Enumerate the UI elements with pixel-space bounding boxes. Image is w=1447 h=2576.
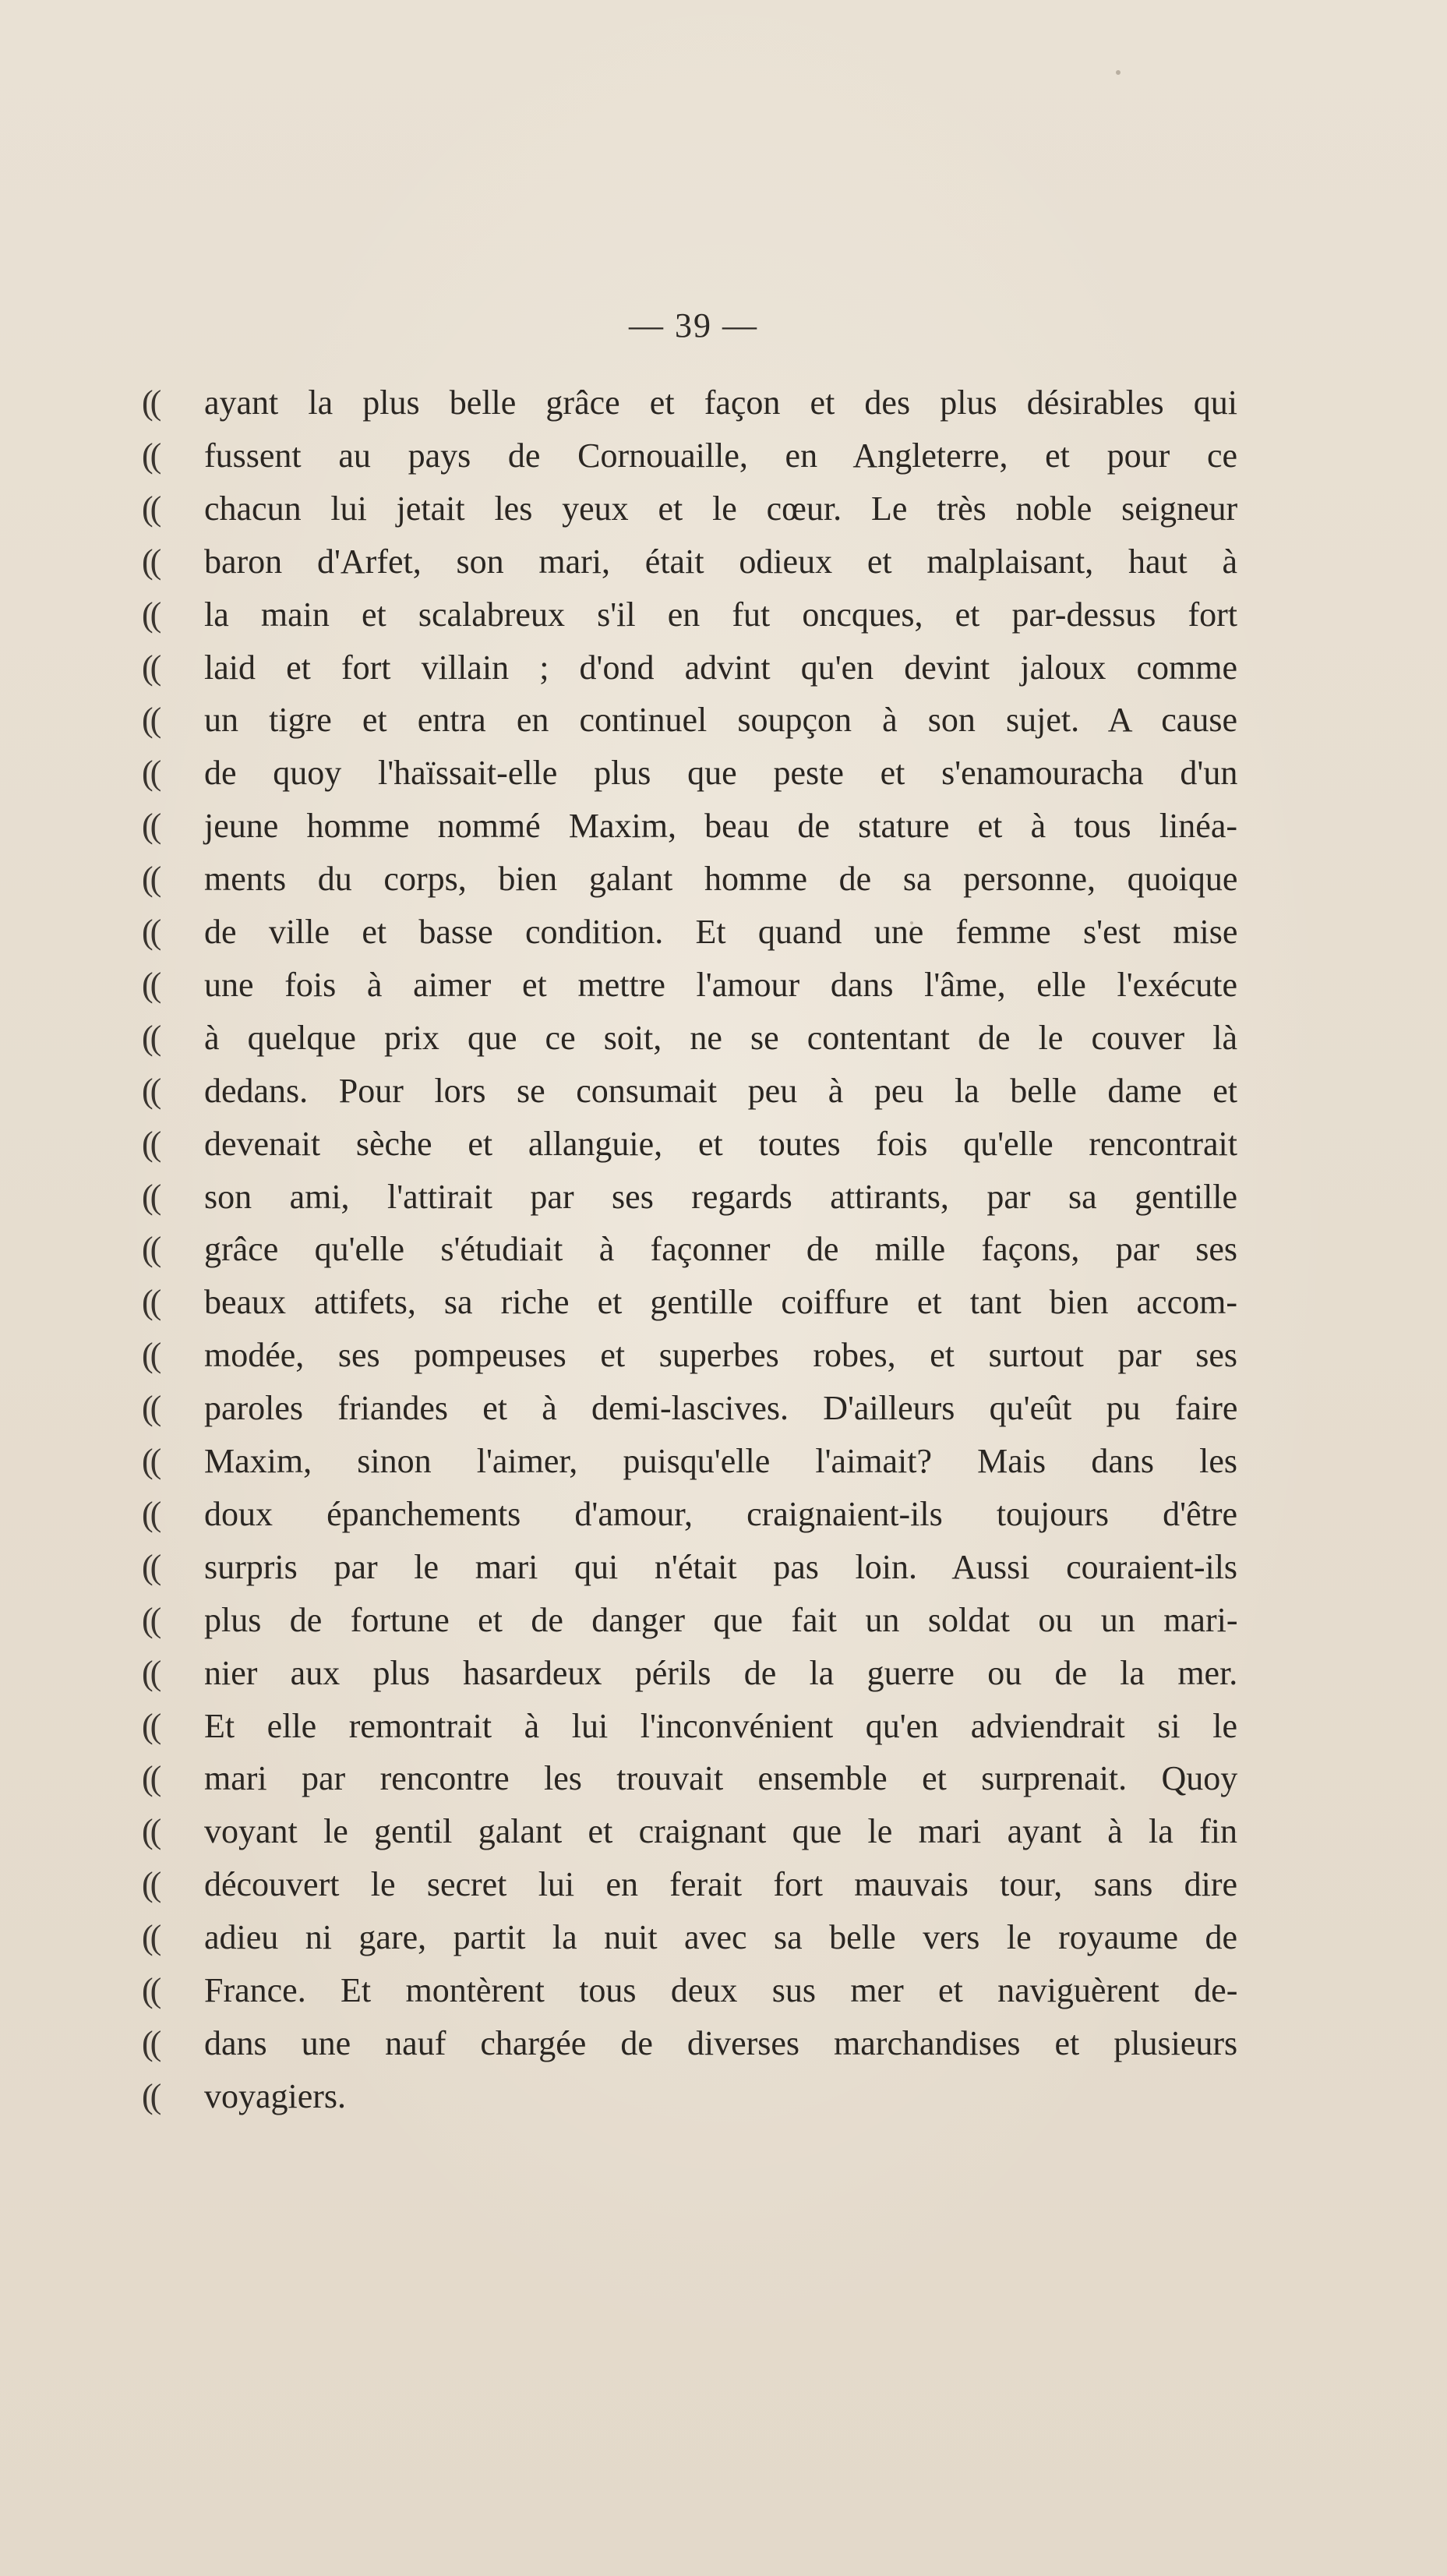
text-line	[0, 592, 1447, 645]
quote-mark: ((	[142, 1812, 159, 1850]
quote-mark: ((	[142, 1601, 159, 1639]
quote-mark: ((	[142, 1971, 159, 2009]
text-line	[0, 856, 1447, 909]
quote-mark: ((	[142, 436, 159, 475]
quote-mark: ((	[142, 1548, 159, 1586]
line-text: fussent au pays de Cornouaille, en Angleterre, et pour ce	[204, 436, 1237, 475]
text-line	[0, 433, 1447, 486]
text-line	[0, 962, 1447, 1015]
line-text: découvert le secret lui en ferait fort mauvais tour, sans dire	[204, 1865, 1238, 1903]
text-line	[0, 697, 1447, 750]
line-text: son ami, l'attirait par ses regards attirants, par sa gentille	[204, 1178, 1238, 1216]
quote-mark: ((	[142, 1178, 159, 1216]
quote-mark: ((	[142, 595, 159, 634]
line-text: surpris par le mari qui n'était pas loin. Aussi couraient-ils	[204, 1548, 1238, 1586]
quote-mark: ((	[142, 383, 159, 422]
quote-mark: ((	[142, 1654, 159, 1692]
quote-mark: ((	[142, 1865, 159, 1903]
quote-mark: ((	[142, 807, 159, 845]
line-text: ments du corps, bien galant homme de sa personne, quoique	[204, 860, 1238, 898]
line-text: baron d'Arfet, son mari, était odieux et malplaisant, haut à	[204, 542, 1238, 581]
quote-mark: ((	[142, 1336, 159, 1374]
text-line	[0, 1755, 1447, 1808]
quote-mark: ((	[142, 860, 159, 898]
text-line	[0, 1279, 1447, 1332]
text-line	[0, 1438, 1447, 1491]
quote-mark: ((	[142, 542, 159, 581]
quote-mark: ((	[142, 754, 159, 792]
quote-mark: ((	[142, 2077, 159, 2115]
text-line	[0, 380, 1447, 433]
line-text: grâce qu'elle s'étudiait à façonner de mille façons, par ses	[204, 1230, 1237, 1268]
quote-mark: ((	[142, 966, 159, 1004]
line-text: de ville et basse condition. Et quand une femme s'est mise	[204, 913, 1238, 951]
text-line	[0, 1703, 1447, 1756]
text-line	[0, 645, 1447, 698]
line-text: une fois à aimer et mettre l'amour dans l'âme, elle l'exécute	[204, 966, 1238, 1004]
paper-speck	[1116, 70, 1121, 75]
text-line	[0, 1597, 1447, 1650]
quote-mark: ((	[142, 1125, 159, 1163]
text-line	[0, 1914, 1447, 1967]
line-text: de quoy l'haïssait-elle plus que peste et s'enamouracha d'un	[204, 754, 1238, 792]
text-line	[0, 486, 1447, 539]
text-line	[0, 1650, 1447, 1703]
page-number: — 39 —	[629, 306, 758, 345]
line-text: la main et scalabreux s'il en fut oncques, et par-dessus fort	[204, 595, 1237, 634]
quote-mark: ((	[142, 1283, 159, 1321]
line-text: devenait sèche et allanguie, et toutes fois qu'elle rencontrait	[204, 1125, 1237, 1163]
line-text: un tigre et entra en continuel soupçon à son sujet. A cause	[204, 701, 1237, 739]
text-line	[0, 1808, 1447, 1861]
line-text: paroles friandes et à demi-lascives. D'ailleurs qu'eût pu faire	[204, 1389, 1238, 1427]
line-text: plus de fortune et de danger que fait un soldat ou un mari-	[204, 1601, 1238, 1639]
text-line	[0, 2073, 1447, 2126]
line-text: dedans. Pour lors se consumait peu à peu la belle dame et	[204, 1072, 1237, 1110]
text-line	[0, 1015, 1447, 1068]
quote-mark: ((	[142, 913, 159, 951]
quote-mark: ((	[142, 1759, 159, 1797]
line-text: à quelque prix que ce soit, ne se contentant de le couver là	[204, 1019, 1238, 1057]
text-line	[0, 1121, 1447, 1174]
quote-mark: ((	[142, 1230, 159, 1268]
line-text: jeune homme nommé Maxim, beau de stature et à tous linéa-	[204, 807, 1238, 845]
line-text: voyant le gentil galant et craignant que le mari ayant à la fin	[204, 1812, 1238, 1850]
text-line	[0, 750, 1447, 803]
line-text: nier aux plus hasardeux périls de la guerre ou de la mer.	[204, 1654, 1238, 1692]
text-line	[0, 1544, 1447, 1597]
quote-mark: ((	[142, 2024, 159, 2062]
text-line	[0, 1491, 1447, 1544]
text-line	[0, 1332, 1447, 1385]
line-text: chacun lui jetait les yeux et le cœur. Le très noble seigneur	[204, 489, 1238, 528]
text-line	[0, 1068, 1447, 1121]
quote-mark: ((	[142, 648, 159, 687]
quote-mark: ((	[142, 1495, 159, 1533]
line-text: laid et fort villain ; d'ond advint qu'en devint jaloux comme	[204, 648, 1237, 687]
text-line	[0, 1385, 1447, 1438]
line-text: voyagiers.	[204, 2077, 347, 2115]
quote-mark: ((	[142, 1019, 159, 1057]
line-text: dans une nauf chargée de diverses marchandises et plusieurs	[204, 2024, 1238, 2062]
text-line	[0, 1861, 1447, 1914]
line-text: ayant la plus belle grâce et façon et des plus désirables qui	[204, 383, 1237, 422]
text-line	[0, 909, 1447, 962]
text-line	[0, 803, 1447, 856]
quote-mark: ((	[142, 489, 159, 528]
line-text: modée, ses pompeuses et superbes robes, et surtout par ses	[204, 1336, 1237, 1374]
line-text: Et elle remontrait à lui l'inconvénient qu'en adviendrait si le	[204, 1707, 1237, 1745]
line-text: mari par rencontre les trouvait ensemble et surprenait. Quoy	[204, 1759, 1238, 1797]
quote-mark: ((	[142, 701, 159, 739]
quote-mark: ((	[142, 1707, 159, 1745]
text-line	[0, 539, 1447, 592]
text-line	[0, 1226, 1447, 1279]
text-line	[0, 2020, 1447, 2073]
text-line	[0, 1967, 1447, 2020]
text-line	[0, 1174, 1447, 1227]
quote-mark: ((	[142, 1072, 159, 1110]
line-text: beaux attifets, sa riche et gentille coiffure et tant bien accom-	[204, 1283, 1237, 1321]
line-text: adieu ni gare, partit la nuit avec sa belle vers le royaume de	[204, 1918, 1237, 1956]
line-text: Maxim, sinon l'aimer, puisqu'elle l'aimait? Mais dans les	[204, 1442, 1237, 1480]
line-text: doux épanchements d'amour, craignaient-ils toujours d'être	[204, 1495, 1237, 1533]
quote-mark: ((	[142, 1918, 159, 1956]
quote-mark: ((	[142, 1442, 159, 1480]
quote-mark: ((	[142, 1389, 159, 1427]
line-text: France. Et montèrent tous deux sus mer et naviguèrent de-	[204, 1971, 1238, 2009]
